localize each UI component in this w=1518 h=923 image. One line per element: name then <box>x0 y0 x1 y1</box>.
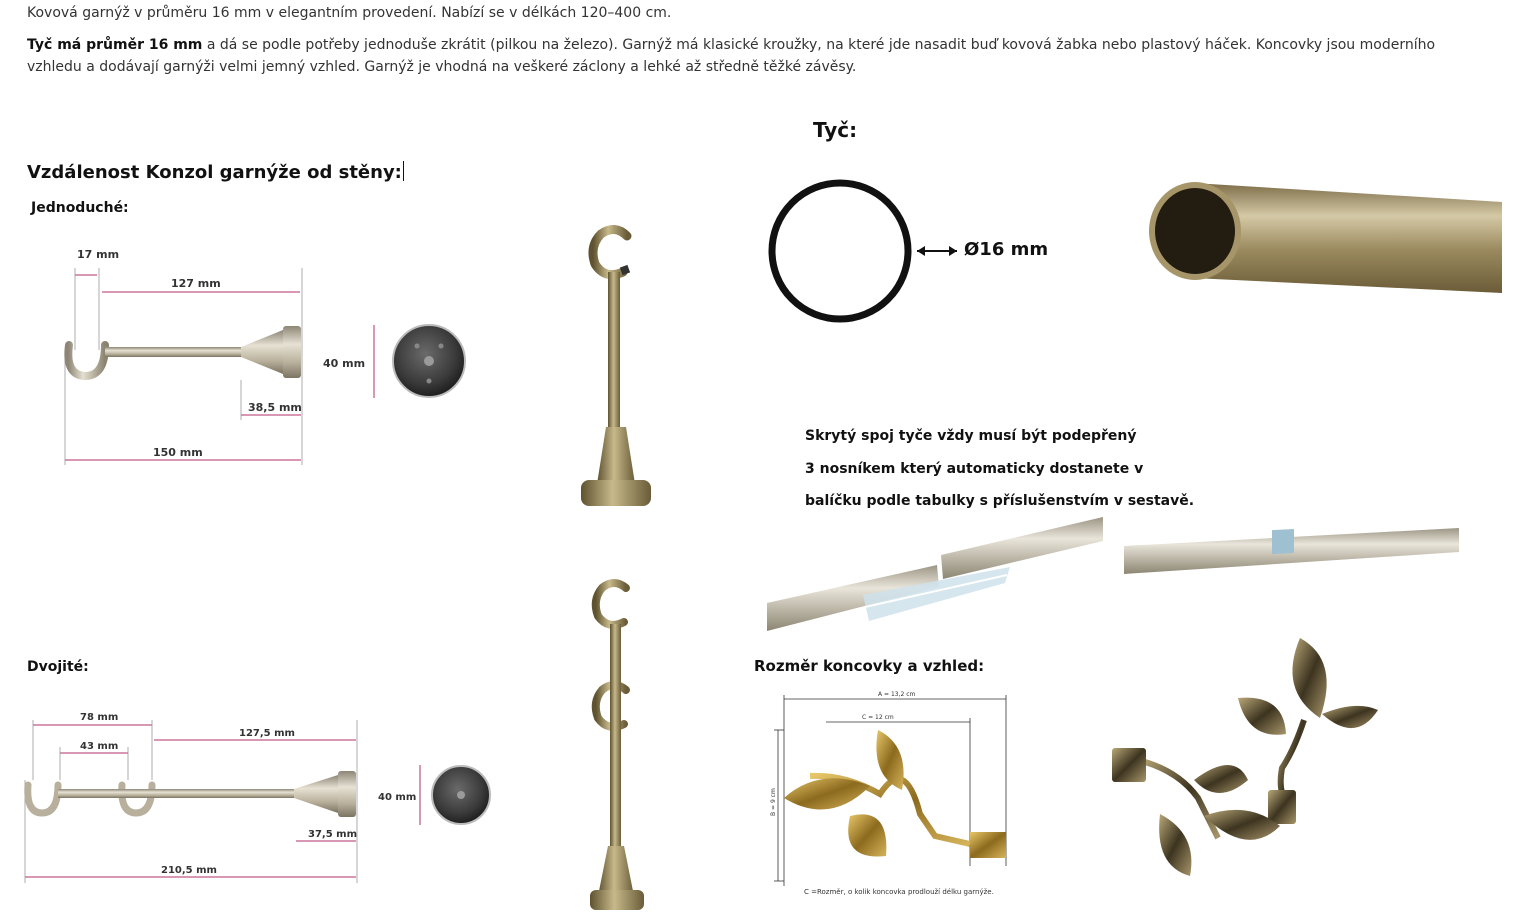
heading-double: Dvojité: <box>27 659 89 675</box>
heading-tyc: Tyč: <box>813 118 858 142</box>
note-line-3: balíčku podle tabulky s příslušenstvím v sestavě. <box>805 493 1195 509</box>
finial-dim-c: C = 12 cm <box>862 714 894 721</box>
heading-bracket-distance[interactable] <box>27 161 404 183</box>
single-bracket-photo <box>575 222 657 512</box>
dim-150: 150 mm <box>153 446 203 459</box>
dim-78: 78 mm <box>80 712 119 723</box>
dim-38-5: 38,5 mm <box>248 401 302 414</box>
hidden-joint-note <box>805 420 1195 518</box>
dim-127-5: 127,5 mm <box>239 728 295 739</box>
finial-dim-a: A = 13,2 cm <box>878 691 916 698</box>
dim-127: 127 mm <box>171 277 221 290</box>
finial-dimension-drawing <box>770 686 1010 901</box>
intro-paragraph-2 <box>27 34 1447 78</box>
double-bracket-diagram <box>20 705 500 905</box>
dim-40-double: 40 mm <box>378 792 417 803</box>
text-caret <box>403 161 404 181</box>
dim-43: 43 mm <box>80 741 119 752</box>
finial-dim-b: B = 9 cm <box>770 788 777 816</box>
note-line-1: Skrytý spoj tyče vždy musí být podepřený <box>805 428 1137 444</box>
intro-bold-diameter: Tyč má průměr 16 mm <box>27 37 203 53</box>
product-description <box>27 2 1447 88</box>
intro-line-2: a dá se podle potřeby jednoduše zkrátit (pilkou na železo). Garnýž má klasické kroužky, na které jde nasadit buď kovová žabka nebo plastový háček. Koncovky jsou moderního vzhledu a dodávají garnýži velmi jemný vzhled. Garnýž je vhodná na veškeré záclony a lehké až středně těžké závěsy. <box>27 37 1436 75</box>
dim-210-5: 210,5 mm <box>161 865 217 876</box>
note-line-2: 3 nosníkem který automaticky dostanete v <box>805 460 1144 477</box>
single-bracket-diagram <box>55 240 475 500</box>
finial-caption: C =Rozměr, o kolik koncovka prodlouží délku garnýže. <box>804 888 994 896</box>
intro-paragraph-1 <box>27 2 1447 24</box>
intro-line-1: Kovová garnýž v průměru 16 mm v elegantním provedení. Nabízí se v délkách 120–400 cm. <box>27 5 672 21</box>
heading-bracket-distance-text: Vzdálenost Konzol garnýže od stěny: <box>27 162 402 183</box>
rod-joint-photo-closed <box>1122 524 1462 584</box>
double-bracket-photo <box>580 578 655 913</box>
heading-single: Jednoduché: <box>31 200 129 216</box>
dim-40: 40 mm <box>323 357 366 370</box>
dim-37-5: 37,5 mm <box>308 829 357 840</box>
heading-finial-size: Rozměr koncovky a vzhled: <box>754 657 985 675</box>
rod-photo <box>1145 178 1505 293</box>
rod-joint-photo-open <box>765 515 1105 635</box>
finial-photo <box>1108 630 1408 900</box>
rod-diameter-label: Ø16 mm <box>964 239 1049 260</box>
dim-17: 17 mm <box>77 248 120 261</box>
